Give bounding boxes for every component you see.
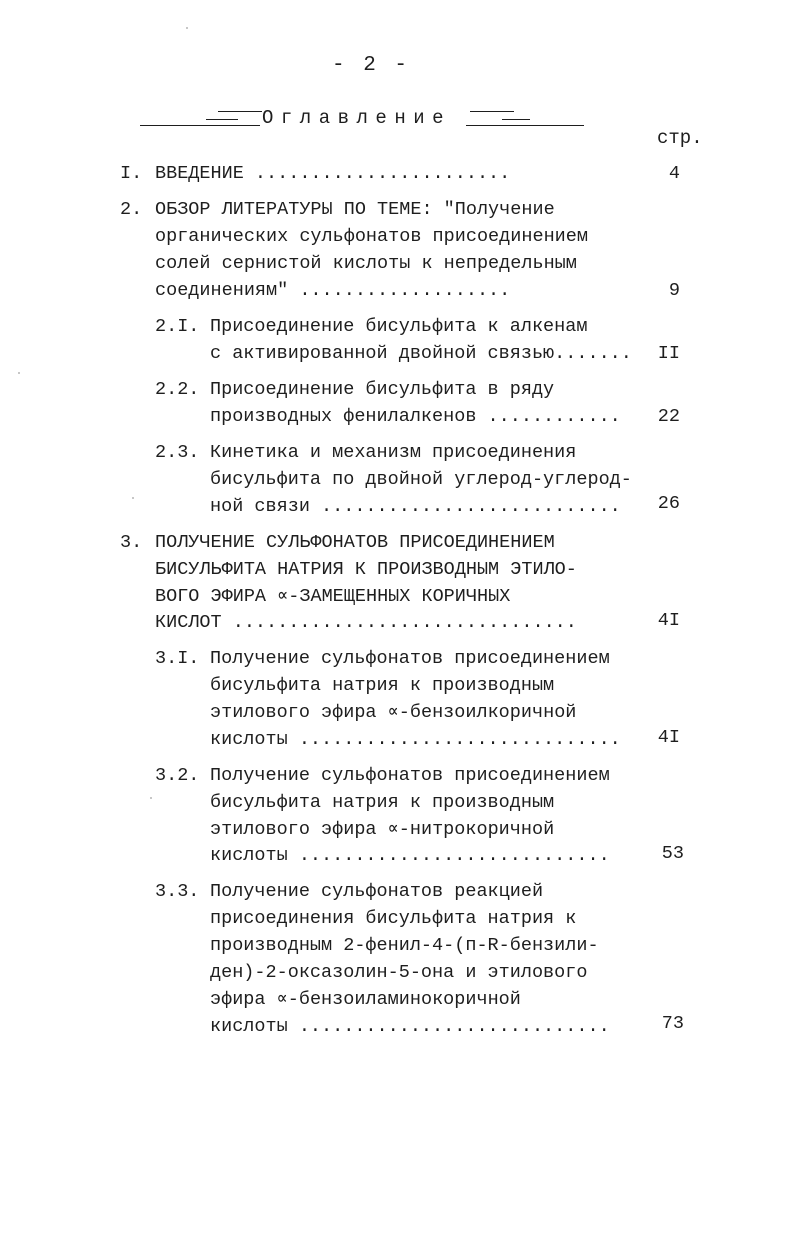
toc-entry-line: производных фенилалкенов ............ <box>210 406 621 427</box>
toc-entry-line: бисульфита натрия к производным <box>210 792 555 813</box>
toc-entry-line: Кинетика и механизм присоединения <box>210 442 577 463</box>
toc-entry-line: Получение сульфонатов присоединением <box>210 765 610 786</box>
toc-entry-line: ПОЛУЧЕНИЕ СУЛЬФОНАТОВ ПРИСОЕДИНЕНИЕМ <box>155 532 555 553</box>
scan-speck <box>150 797 152 799</box>
scan-speck <box>18 372 20 374</box>
toc-entry-page: II <box>657 343 680 364</box>
scan-speck <box>186 27 188 29</box>
toc-entry-line: бисульфита по двойной углерод-углерод- <box>210 469 632 490</box>
toc-entry-line: солей сернистой кислоты к непредельным <box>155 253 577 274</box>
toc-entry-number: 3.I. <box>155 648 200 669</box>
toc-entry-line: ной связи ........................... <box>210 496 621 517</box>
toc-entry-line: ОБЗОР ЛИТЕРАТУРЫ ПО ТЕМЕ: "Получение <box>155 199 555 220</box>
toc-entry-page: 26 <box>657 493 680 514</box>
toc-entry-line: кислоты ............................ <box>210 845 610 866</box>
toc-entry-line: Присоединение бисульфита к алкенам <box>210 316 588 337</box>
toc-entry-page: 22 <box>657 406 680 427</box>
toc-entry-number: 3. <box>120 532 143 553</box>
toc-entry-line: ВОГО ЭФИРА ∝-ЗАМЕЩЕННЫХ КОРИЧНЫХ <box>155 586 511 607</box>
toc-entry-number: 3.3. <box>155 881 200 902</box>
toc-entry-line: кислоты ............................ <box>210 1016 610 1037</box>
toc-entry-number: I. <box>120 163 143 184</box>
toc-entry-line: эфира ∝-бензоиламинокоричной <box>210 989 521 1010</box>
toc-entry-line: присоединения бисульфита натрия к <box>210 908 577 929</box>
toc-entry-line: ден)-2-оксазолин-5-она и этилового <box>210 962 588 983</box>
toc-entry-line: органических сульфонатов присоединением <box>155 226 588 247</box>
toc-title: Оглавление <box>262 107 452 129</box>
toc-entry-line: КИСЛОТ ............................... <box>155 612 577 633</box>
toc-entry-page: 9 <box>668 280 680 301</box>
toc-entry-line: БИСУЛЬФИТА НАТРИЯ К ПРОИЗВОДНЫМ ЭТИЛО- <box>155 559 577 580</box>
toc-entry-number: 2.3. <box>155 442 200 463</box>
toc-entry-line: этилового эфира ∝-бензоилкоричной <box>210 702 577 723</box>
toc-entry-line: Присоединение бисульфита в ряду <box>210 379 555 400</box>
toc-entry-page: 53 <box>661 843 684 864</box>
toc-entry-line: производным 2-фенил-4-(п-R-бензили- <box>210 935 599 956</box>
toc-entry-page: 4 <box>668 163 680 184</box>
page-number: - 2 - <box>332 54 411 77</box>
toc-entry-line: с активированной двойной связью....... <box>210 343 632 364</box>
page-column-label: стр. <box>657 127 703 149</box>
scan-speck <box>132 497 134 499</box>
toc-entry-page: 4I <box>657 610 680 631</box>
toc-entry-line: этилового эфира ∝-нитрокоричной <box>210 819 555 840</box>
toc-entry-line: бисульфита натрия к производным <box>210 675 555 696</box>
toc-entry-line: соединениям" ................... <box>155 280 511 301</box>
toc-entry-line: Получение сульфонатов присоединением <box>210 648 610 669</box>
toc-entry-line: кислоты ............................. <box>210 729 621 750</box>
toc-entry-line: ВВЕДЕНИЕ ....................... <box>155 163 511 184</box>
toc-entry-number: 3.2. <box>155 765 200 786</box>
toc-entry-page: 73 <box>661 1013 684 1034</box>
toc-entry-number: 2.2. <box>155 379 200 400</box>
toc-entry-number: 2. <box>120 199 143 220</box>
toc-entry-number: 2.I. <box>155 316 200 337</box>
toc-entry-page: 4I <box>657 727 680 748</box>
toc-entry-line: Получение сульфонатов реакцией <box>210 881 544 902</box>
